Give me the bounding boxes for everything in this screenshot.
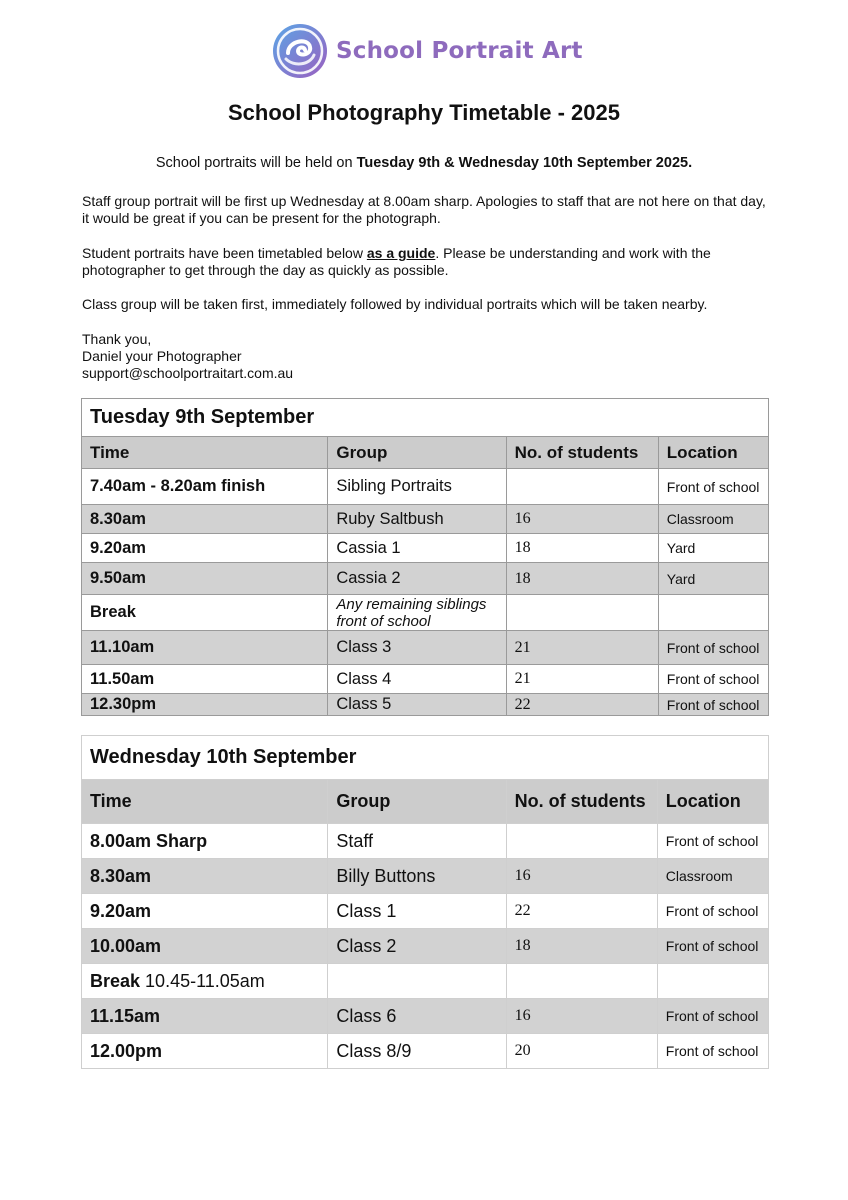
table-header-row xyxy=(82,780,769,824)
time-cell: 9.50am xyxy=(82,563,328,595)
students-cell: 18 xyxy=(506,929,657,964)
break-time-range: 10.45-11.05am xyxy=(140,970,265,991)
location-cell: Classroom xyxy=(657,859,768,894)
students-cell: 21 xyxy=(506,631,658,665)
students-cell: 22 xyxy=(506,694,658,716)
page-title: School Photography Timetable - 2025 xyxy=(227,100,620,125)
table-row xyxy=(82,859,769,894)
group-cell: Any remaining siblings front of school xyxy=(328,595,506,631)
students-cell xyxy=(506,469,658,505)
group-cell: Sibling Portraits xyxy=(328,469,506,505)
table-row xyxy=(82,999,769,1034)
column-header-students: No. of students xyxy=(506,780,657,824)
location-cell: Classroom xyxy=(658,505,768,534)
students-cell xyxy=(506,824,657,859)
wednesday-timetable xyxy=(81,735,769,1069)
brand-logo xyxy=(272,22,583,80)
brand-name: School Portrait Art xyxy=(336,38,583,64)
signoff-thanks: Thank you, xyxy=(82,331,152,347)
table-row xyxy=(82,1034,769,1069)
group-cell: Class 3 xyxy=(328,631,506,665)
location-cell: Front of school xyxy=(657,929,768,964)
location-cell xyxy=(657,964,768,999)
table-row xyxy=(82,964,769,999)
group-cell: Ruby Saltbush xyxy=(328,505,506,534)
day-heading: Tuesday 9th September xyxy=(82,399,769,437)
table-row xyxy=(82,694,769,716)
swirl-logo-icon xyxy=(272,23,328,79)
column-header-group: Group xyxy=(328,437,506,469)
table-row xyxy=(82,894,769,929)
group-cell: Class 8/9 xyxy=(328,1034,506,1069)
time-cell: 9.20am xyxy=(82,894,328,929)
group-cell xyxy=(328,964,506,999)
location-cell: Front of school xyxy=(658,665,768,694)
intro-line xyxy=(0,155,848,172)
time-cell: 7.40am - 8.20am finish xyxy=(82,469,328,505)
column-header-time: Time xyxy=(82,780,328,824)
table-row xyxy=(82,595,769,631)
students-cell: 16 xyxy=(506,859,657,894)
staff-paragraph: Staff group portrait will be first up Wednesday at 8.00am sharp. Apologies to staff that are not here on that day, it would be great if you can be present for the photograph. xyxy=(82,193,766,226)
intro-prefix: School portraits will be held on xyxy=(155,155,357,171)
column-header-group: Group xyxy=(328,780,506,824)
signoff-name: Daniel your Photographer xyxy=(82,348,242,364)
table-row xyxy=(82,469,769,505)
break-label: Break xyxy=(90,970,141,991)
column-header-location: Location xyxy=(657,780,768,824)
group-cell: Class 1 xyxy=(328,894,506,929)
group-cell: Billy Buttons xyxy=(328,859,506,894)
location-cell: Front of school xyxy=(657,999,768,1034)
group-cell: Class 6 xyxy=(328,999,506,1034)
students-cell: 18 xyxy=(506,563,658,595)
time-cell: 10.00am xyxy=(82,929,328,964)
students-cell xyxy=(506,964,657,999)
students-guide-emphasis: as a guide xyxy=(366,245,436,261)
day-heading: Wednesday 10th September xyxy=(82,736,769,780)
time-cell: 8.00am Sharp xyxy=(82,824,328,859)
time-cell: Break xyxy=(82,595,328,631)
location-cell: Front of school xyxy=(658,631,768,665)
intro-dates: Tuesday 9th & Wednesday 10th September 2025. xyxy=(356,155,693,171)
tuesday-timetable xyxy=(81,398,769,716)
students-cell: 22 xyxy=(506,894,657,929)
location-cell: Front of school xyxy=(658,469,768,505)
table-header-row xyxy=(82,437,769,469)
time-cell: 11.10am xyxy=(82,631,328,665)
location-cell: Yard xyxy=(658,534,768,563)
group-cell: Cassia 1 xyxy=(328,534,506,563)
location-cell xyxy=(658,595,768,631)
column-header-location: Location xyxy=(658,437,768,469)
group-cell: Class 5 xyxy=(328,694,506,716)
students-cell: 21 xyxy=(506,665,658,694)
time-cell: 12.30pm xyxy=(82,694,328,716)
table-row xyxy=(82,929,769,964)
time-cell xyxy=(82,964,328,999)
table-row xyxy=(82,534,769,563)
students-cell: 16 xyxy=(506,999,657,1034)
group-cell: Cassia 2 xyxy=(328,563,506,595)
students-suffix: . Please be understanding and work with the photographer to get through the day as quickly as possible. xyxy=(82,245,711,278)
table-row xyxy=(82,505,769,534)
students-prefix: Student portraits have been timetabled below xyxy=(82,245,367,261)
location-cell: Front of school xyxy=(657,824,768,859)
students-cell xyxy=(506,595,658,631)
group-cell: Class 2 xyxy=(328,929,506,964)
students-cell: 16 xyxy=(506,505,658,534)
time-cell: 8.30am xyxy=(82,859,328,894)
class-group-paragraph: Class group will be taken first, immediately followed by individual portraits which will be taken nearby. xyxy=(82,296,708,312)
signoff-email[interactable]: support@schoolportraitart.com.au xyxy=(82,365,294,381)
students-paragraph xyxy=(82,245,772,279)
column-header-time: Time xyxy=(82,437,328,469)
time-cell: 11.15am xyxy=(82,999,328,1034)
group-cell: Staff xyxy=(328,824,506,859)
students-cell: 18 xyxy=(506,534,658,563)
location-cell: Front of school xyxy=(657,1034,768,1069)
group-cell: Class 4 xyxy=(328,665,506,694)
table-row xyxy=(82,824,769,859)
time-cell: 9.20am xyxy=(82,534,328,563)
column-header-students: No. of students xyxy=(506,437,658,469)
location-cell: Front of school xyxy=(657,894,768,929)
table-row xyxy=(82,665,769,694)
location-cell: Yard xyxy=(658,563,768,595)
time-cell: 11.50am xyxy=(82,665,328,694)
table-row xyxy=(82,631,769,665)
time-cell: 8.30am xyxy=(82,505,328,534)
table-row xyxy=(82,563,769,595)
location-cell: Front of school xyxy=(658,694,768,716)
time-cell: 12.00pm xyxy=(82,1034,328,1069)
students-cell: 20 xyxy=(506,1034,657,1069)
